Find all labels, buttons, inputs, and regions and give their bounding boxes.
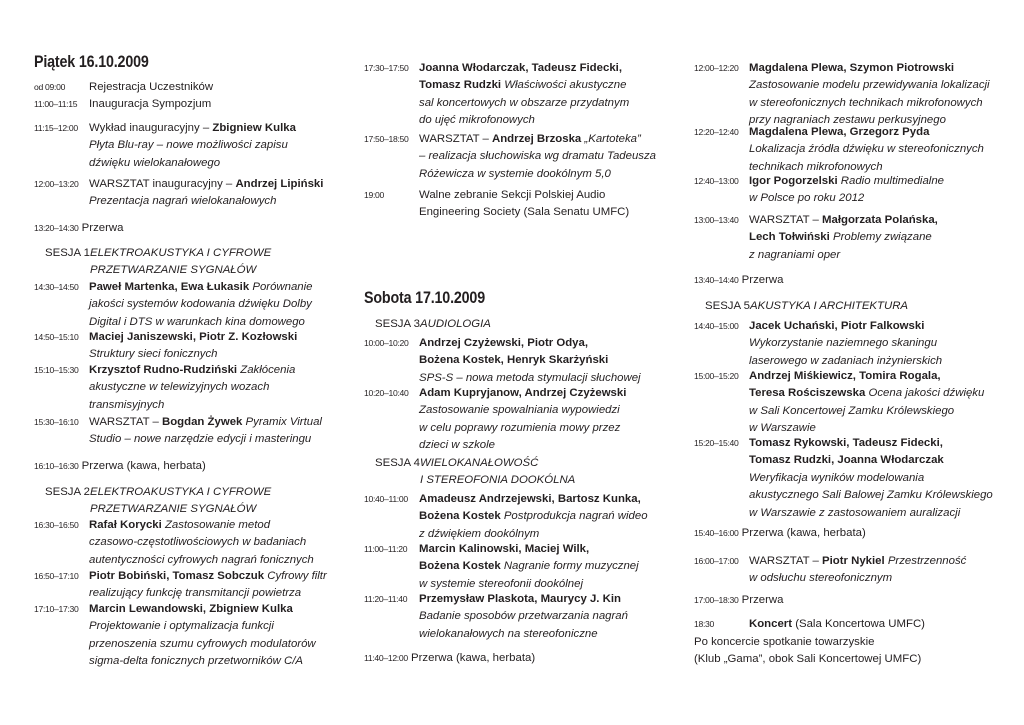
talk-title: Zastosowanie metod [161, 519, 271, 531]
talk-title: do ujęć mikrofonowych [419, 114, 535, 127]
session-label: SESJA 2 [45, 486, 90, 498]
speaker-name: Tomasz Rudzki, Joanna Włodarczak [749, 454, 944, 467]
talk-title: w Warszawie z zastosowaniem auralizacji [749, 506, 961, 519]
speaker-name: Rafał Korycki [89, 519, 162, 531]
entry-time: 11:00–11:20 [364, 544, 408, 554]
speaker-name: Andrzej Czyżewski, Piotr Odya, [419, 337, 589, 349]
talk-title: Digital i DTS w warunkach kina domowego [89, 315, 305, 328]
entry-time: 16:50–17:10 [34, 571, 79, 581]
entry-text: Walne zebranie Sekcji Polskiej Audio [419, 189, 606, 201]
entry-time: 12:00–12:20 [694, 63, 739, 73]
talk-title: Pyramix Virtual [242, 416, 322, 428]
entry-time: 19:00 [364, 190, 385, 200]
talk-title: z nagraniami oper [749, 248, 841, 261]
entry-time: od 09:00 [34, 82, 66, 92]
entry-time: 13:40–14:40 [694, 275, 739, 285]
break-entry [694, 592, 783, 609]
talk-title: sal koncertowych w obszarze przydatnym [419, 96, 630, 109]
break-entry [694, 525, 866, 542]
entry-time: 17:30–17:50 [364, 63, 409, 73]
talk-title: przy nagraniach zestawu perkusyjnego [749, 114, 946, 127]
speaker-name: Joanna Włodarczak, Tadeusz Fidecki, [419, 62, 622, 74]
entry-time: 13:20–14:30 [34, 223, 79, 233]
entry-time: 16:00–17:00 [694, 556, 739, 566]
talk-title: Struktury sieci fonicznych [89, 348, 218, 361]
talk-title: Problemy związane [829, 231, 932, 244]
session-header [705, 298, 909, 315]
session-label: SESJA 1 [45, 247, 90, 259]
session-title: AUDIOLOGIA [420, 318, 491, 330]
session-header [375, 455, 576, 487]
entry-text: Przerwa (kawa, herbata) [411, 652, 536, 664]
talk-title: dzieci w szkole [419, 439, 495, 452]
entry-time: 15:00–15:20 [694, 371, 739, 381]
entry-text: (Sala Koncertowa UMFC) [792, 618, 925, 630]
speaker-name: Bogdan Żywek [162, 416, 243, 428]
entry-text: WARSZTAT – [749, 214, 822, 226]
day-title-friday: Piątek 16.10.2009 [34, 52, 149, 71]
entry-time: 14:50–15:10 [34, 332, 79, 342]
talk-title: Wykorzystanie naziemnego skaningu [749, 337, 938, 350]
talk-title: w Sali Koncertowej Zamku Królewskiego [749, 404, 955, 417]
entry-time: 15:20–15:40 [694, 438, 739, 448]
entry-text: WARSZTAT inauguracyjny – [89, 178, 236, 190]
speaker-name: Krzysztof Rudno-Rudziński [89, 364, 238, 376]
speaker-name: Bożena Kostek, Henryk Skarżyński [419, 354, 609, 367]
entry-time: 11:40–12:00 [364, 653, 408, 663]
entry-time: 17:00–18:30 [694, 595, 739, 605]
entry-time: 10:40–11:00 [364, 494, 408, 504]
speaker-name: Zbigniew Kulka [212, 122, 296, 134]
speaker-name: Magdalena Plewa, Szymon Piotrowski [749, 62, 955, 74]
talk-title: akustyczne w telewizyjnych wozach [89, 381, 270, 394]
entry-text: Po koncercie spotkanie towarzyskie [694, 636, 875, 648]
entry-time: 14:30–14:50 [34, 282, 79, 292]
talk-title: akustycznego Sali Balowej Zamku Królewskiego [749, 489, 993, 502]
speaker-name: Andrzej Lipiński [235, 178, 324, 190]
talk-title: Różewicza w systemie dookólnym 5,0 [419, 167, 611, 180]
talk-title: Ocena jakości dźwięku [865, 387, 985, 400]
talk-title: w stereofonicznych technikach mikrofonowych [749, 96, 983, 109]
speaker-name: Bożena Kostek [419, 510, 501, 523]
speaker-name: Adam Kupryjanow, Andrzej Czyżewski [419, 387, 627, 399]
talk-title: z dźwiękiem dookólnym [419, 527, 540, 540]
session-title: ELEKTROAKUSTYKA I CYFROWE [90, 486, 272, 498]
speaker-name: Amadeusz Andrzejewski, Bartosz Kunka, [419, 493, 641, 505]
entry-text: (Klub „Gama”, obok Sali Koncertowej UMFC) [694, 653, 922, 666]
talk-title: Zakłócenia [237, 364, 296, 376]
talk-title: Porównanie [249, 281, 313, 293]
session-label: SESJA 3 [375, 318, 420, 330]
speaker-name: Małgorzata Polańska, [822, 214, 938, 226]
speaker-name: Bożena Kostek [419, 560, 501, 573]
entry-text: Rejestracja Uczestników [89, 81, 214, 93]
entry-text: WARSZTAT – [419, 133, 492, 145]
talk-title: Prezentacja nagrań wielokanałowych [89, 195, 277, 208]
talk-title: Zastosowanie modelu przewidywania lokalizacji [749, 79, 990, 92]
entry-text: WARSZTAT – [749, 555, 822, 567]
entry-text: Przerwa [741, 594, 784, 606]
event-name: Koncert [749, 618, 793, 630]
session-title: I STEREOFONIA DOOKÓLNA [420, 474, 576, 487]
session-header [45, 484, 272, 516]
entry-time: 10:20–10:40 [364, 388, 409, 398]
entry-time: 12:40–13:00 [694, 176, 739, 186]
talk-title: Projektowanie i optymalizacja funkcji [89, 620, 274, 633]
session-title: WIELOKANAŁOWOŚĆ [420, 457, 539, 469]
entry-text: WARSZTAT – [89, 416, 162, 428]
speaker-name: Teresa Rościszewska [749, 387, 866, 400]
talk-title: Lokalizacja źródła dźwięku w stereofonicznych [749, 143, 984, 156]
entry-text: Wykład inauguracyjny – [89, 122, 213, 134]
day-title-saturday: Sobota 17.10.2009 [364, 288, 485, 307]
speaker-name: Tomasz Rykowski, Tadeusz Fidecki, [749, 437, 943, 449]
speaker-name: Paweł Martenka, Ewa Łukasik [89, 281, 250, 293]
entry-time: 15:40–16:00 [694, 528, 739, 538]
entry-time: 15:30–16:10 [34, 417, 79, 427]
entry-time: 16:10–16:30 [34, 461, 79, 471]
entry-time: 11:00–11:15 [34, 99, 78, 109]
session-label: SESJA 5 [705, 300, 750, 312]
after-concert-note [694, 634, 921, 669]
entry-text: Przerwa [741, 274, 784, 286]
speaker-name: Lech Tołwiński [749, 231, 830, 244]
break-entry [364, 650, 535, 667]
talk-title: Płyta Blu-ray – nowe możliwości zapisu [89, 139, 288, 152]
talk-title: sigma-delta fonicznych przetworników C/A [89, 655, 303, 668]
talk-title: Nagranie formy muzycznej [500, 560, 639, 573]
entry-time: 10:00–10:20 [364, 338, 409, 348]
break-entry [694, 272, 783, 289]
entry-time: 12:00–13:20 [34, 179, 79, 189]
talk-title: Badanie sposobów przetwarzania nagrań [419, 610, 628, 623]
entry-text: Engineering Society (Sala Senatu UMFC) [419, 206, 630, 219]
talk-title: w Polsce po roku 2012 [749, 192, 865, 205]
talk-title: w systemie stereofonii dookólnej [419, 577, 583, 590]
entry-time: 13:00–13:40 [694, 215, 739, 225]
session-header [375, 316, 491, 333]
speaker-name: Andrzej Miśkiewicz, Tomira Rogala, [749, 370, 941, 382]
talk-title: Radio multimedialne [837, 175, 944, 187]
talk-title: SPS-S – nowa metoda stymulacji słuchowej [419, 371, 641, 384]
talk-title: technikach mikrofonowych [749, 160, 883, 173]
entry-time: 15:10–15:30 [34, 365, 79, 375]
talk-title: przenoszenia szumu cyfrowych modulatorów [89, 637, 316, 650]
break-entry [34, 220, 123, 237]
talk-title: w Warszawie [749, 422, 816, 435]
session-title: PRZETWARZANIE SYGNAŁÓW [90, 264, 257, 277]
speaker-name: Maciej Janiszewski, Piotr Z. Kozłowski [89, 331, 298, 343]
session-label: SESJA 4 [375, 457, 420, 469]
speaker-name: Piotr Nykiel [822, 555, 885, 567]
speaker-name: Jacek Uchański, Piotr Falkowski [749, 320, 925, 332]
talk-title: „Kartoteka” [581, 133, 641, 145]
talk-title: wielokanałowych na stereofoniczne [419, 627, 598, 640]
entry-time: 14:40–15:00 [694, 321, 739, 331]
talk-title: Weryfikacja wyników modelowania [749, 471, 925, 484]
talk-title: Cyfrowy filtr [264, 570, 327, 582]
talk-title: – realizacja słuchowiska wg dramatu Tadeusza [419, 150, 657, 163]
speaker-name: Magdalena Plewa, Grzegorz Pyda [749, 126, 930, 138]
speaker-name: Piotr Bobiński, Tomasz Sobczuk [89, 570, 265, 582]
talk-title: czasowo-częstotliwościowych w badaniach [89, 536, 307, 549]
speaker-name: Marcin Lewandowski, Zbigniew Kulka [89, 603, 293, 615]
speaker-name: Marcin Kalinowski, Maciej Wilk, [419, 543, 590, 555]
speaker-name: Tomasz Rudzki [419, 79, 502, 92]
talk-title: w celu poprawy rozumienia mowy przez [419, 421, 621, 434]
session-title: PRZETWARZANIE SYGNAŁÓW [90, 503, 257, 516]
talk-title: jakości systemów kodowania dźwięku Dolby [89, 298, 312, 311]
entry-time: 17:50–18:50 [364, 134, 409, 144]
break-entry [34, 458, 206, 475]
talk-title: Postprodukcja nagrań wideo [500, 510, 648, 523]
speaker-name: Przemysław Plaskota, Maurycy J. Kin [419, 593, 621, 605]
entry-time: 11:20–11:40 [364, 594, 408, 604]
talk-title: Studio – nowe narzędzie edycji i masteringu [89, 433, 312, 446]
talk-title: transmisyjnych [89, 398, 165, 411]
talk-title: autentyczności cyfrowych nagrań fonicznych [89, 553, 314, 566]
session-title: AKUSTYKA I ARCHITEKTURA [750, 300, 909, 312]
entry-time: 12:20–12:40 [694, 127, 739, 137]
talk-title: Przestrzenność [884, 555, 967, 567]
talk-title: Zastosowanie spowalniania wypowiedzi [419, 404, 620, 417]
entry-time: 16:30–16:50 [34, 520, 79, 530]
session-title: ELEKTROAKUSTYKA I CYFROWE [90, 247, 272, 259]
entry-text: Przerwa [81, 222, 124, 234]
talk-title: Właściwości akustyczne [501, 79, 627, 92]
talk-title: w odsłuchu stereofonicznym [749, 572, 893, 585]
entry-text: Przerwa (kawa, herbata) [741, 527, 866, 539]
entry-time: 18:30 [694, 619, 715, 629]
entry-text: Inauguracja Sympozjum [89, 98, 212, 110]
speaker-name: Igor Pogorzelski [749, 175, 838, 187]
talk-title: laserowego w zadaniach inżynierskich [749, 354, 943, 367]
speaker-name: Andrzej Brzoska [492, 133, 582, 145]
talk-title: dźwięku wielokanałowego [89, 156, 221, 169]
session-header [45, 245, 272, 277]
entry-time: 11:15–12:00 [34, 123, 78, 133]
talk-title: realizujący funkcję transmitancji powietrza [89, 587, 302, 600]
entry-time: 17:10–17:30 [34, 604, 79, 614]
entry-text: Przerwa (kawa, herbata) [81, 460, 206, 472]
